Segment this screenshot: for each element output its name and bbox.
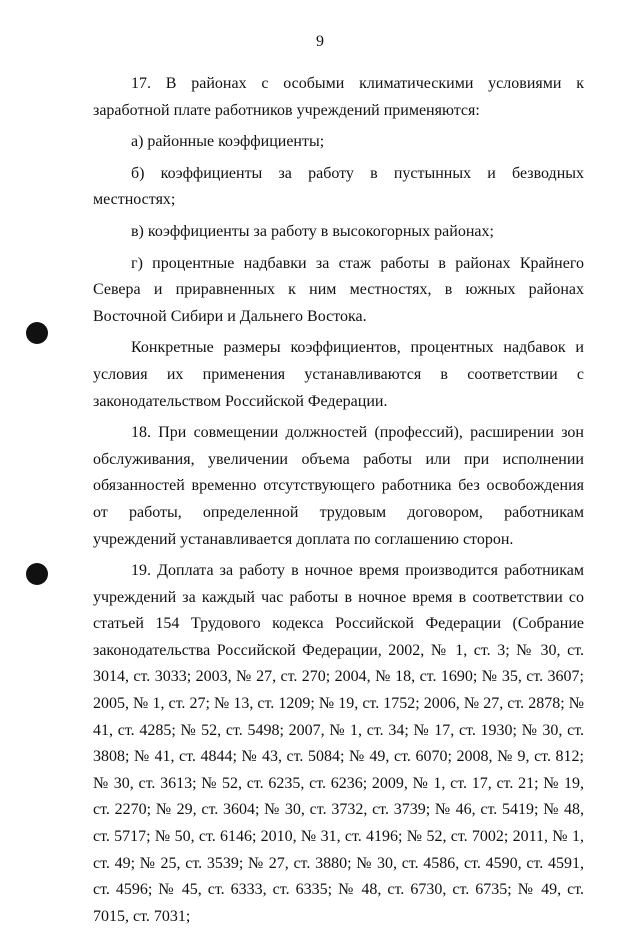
list-item-g: г) процентные надбавки за стаж работы в районах Крайнего Севера и приравненных к ним местностях, в южных районах Восточной Сибири и Дальнего Востока.	[93, 254, 584, 325]
list-item-v: в) коэффициенты за работу в высокогорных районах;	[131, 222, 494, 240]
paragraph-17-intro: 17. В районах с особыми климатическими условиями к заработной плате работников учреждений применяются:	[93, 75, 584, 119]
paragraph-19: 19. Доплата за работу в ночное время производится работникам учреждений за каждый час работы в ночное время в соответствии со статьей 154 Трудового кодекса Российской Федерации (Собрание законодательства Российской Федерации, 2002, № 1, ст. 3; № 30, ст. 3014, ст. 3033; 2003, № 27, ст. 270; 2004, № 18, ст. 1690; № 35, ст. 3607; 2005, № 1, ст. 27; № 13, ст. 1209; № 19, ст. 1752; 2006, № 27, ст. 2878; № 41, ст. 4285; № 52, ст. 5498; 2007, № 1, ст. 34; № 17, ст. 1930; № 30, ст. 3808; № 41, ст. 4844; № 43, ст. 5084; № 49, ст. 6070; 2008, № 9, ст. 812; № 30, ст. 3613; № 52, ст. 6235, ст. 6236; 2009, № 1, ст. 17, ст. 21; № 19, ст. 2270; № 29, ст. 3604; № 30, ст. 3732, ст. 3739; № 46, ст. 5419; № 48, ст. 5717; № 50, ст. 6146; 2010, № 31, ст. 4196; № 52, ст. 7002; 2011, № 1, ст. 49; № 25, ст. 3539; № 27, ст. 3880; № 30, ст. 4586, ст. 4590, ст. 4591, ст. 4596; № 45, ст. 6333, ст. 6335; № 48, ст. 6730, ст. 6735; № 49, ст. 7015, ст. 7031;	[93, 562, 584, 925]
paragraph-18: 18. При совмещении должностей (профессий), расширении зон обслуживания, увеличении объема работы или при исполнении обязанностей временно отсутствующего работника без освобождения от работы, определенной трудовым договором, работникам учреждений устанавливается доплата по соглашению сторон.	[93, 424, 584, 548]
punch-hole-mark	[26, 563, 48, 585]
list-item-b: б) коэффициенты за работу в пустынных и безводных местностях;	[93, 164, 584, 209]
paragraph-coefficients: Конкретные размеры коэффициентов, процентных надбавок и условия их применения устанавливаются в соответствии с законодательством Российской Федерации.	[93, 339, 584, 410]
document-body	[93, 71, 584, 930]
punch-hole-mark	[26, 322, 48, 344]
page-number: 9	[316, 33, 324, 50]
list-item-a: а) районные коэффициенты;	[131, 133, 325, 151]
